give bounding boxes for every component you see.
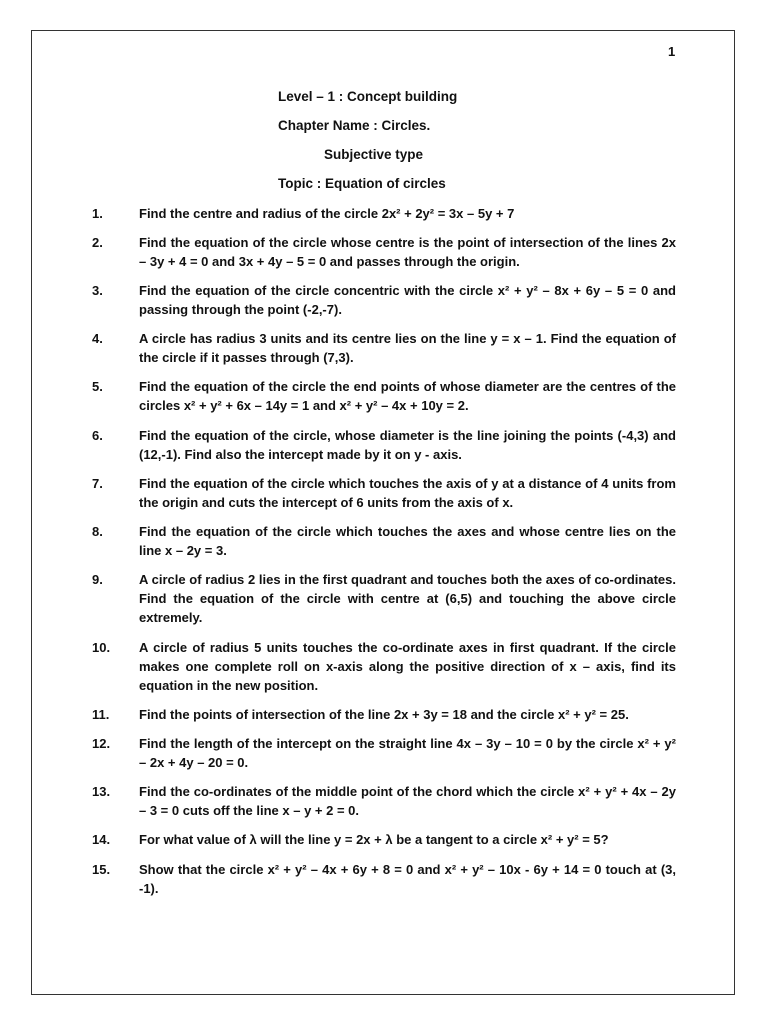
question-number: 15. — [92, 862, 111, 877]
question-text: Show that the circle x² + y² – 4x + 6y + 8 = 0 and x² + y² – 10x - 6y + 14 = 0 touch at (3, -1). — [139, 862, 676, 896]
question-text: Find the equation of the circle which touches the axis of y at a distance of 4 units from the origin and cuts the intercept of 6 units from the axis of x. — [139, 476, 676, 510]
question-text: For what value of λ will the line y = 2x + λ be a tangent to a circle x² + y² = 5? — [139, 832, 609, 847]
topic-heading: Topic : Equation of circles — [278, 176, 446, 191]
question-text: Find the equation of the circle whose centre is the point of intersection of the lines 2x – 3y + 4 = 0 and 3x + 4y – 5 = 0 and passes through the origin. — [139, 235, 676, 269]
question-text: Find the equation of the circle the end points of whose diameter are the centres of the circles x² + y² + 6x – 14y = 1 and x² + y² – 4x + 10y = 2. — [139, 379, 676, 413]
question-number: 5. — [92, 379, 103, 394]
type-heading: Subjective type — [324, 147, 424, 162]
question-number: 12. — [92, 736, 111, 751]
question-number: 10. — [92, 640, 111, 655]
question-number: 13. — [92, 784, 111, 799]
question-text: Find the equation of the circle which touches the axes and whose centre lies on the line x – 2y = 3. — [139, 524, 676, 558]
question-number: 3. — [92, 283, 103, 298]
question-text: Find the length of the intercept on the straight line 4x – 3y – 10 = 0 by the circle x² + y² – 2x + 4y – 20 = 0. — [139, 736, 676, 770]
question-text: Find the points of intersection of the line 2x + 3y = 18 and the circle x² + y² = 25. — [139, 707, 629, 722]
question-text: Find the co-ordinates of the middle point of the chord which the circle x² + y² + 4x – 2y – 3 = 0 cuts off the line x – y + 2 = 0. — [139, 784, 676, 818]
question-number: 4. — [92, 331, 103, 346]
question-number: 11. — [92, 707, 110, 722]
question-number: 2. — [92, 235, 103, 250]
page-number: 1 — [668, 44, 676, 59]
question-text: Find the equation of the circle concentric with the circle x² + y² – 8x + 6y – 5 = 0 and passing through the point (-2,-7). — [139, 283, 676, 317]
question-number: 9. — [92, 572, 103, 587]
page-border — [31, 30, 735, 995]
question-number: 7. — [92, 476, 103, 491]
question-text: Find the equation of the circle, whose diameter is the line joining the points (-4,3) and (12,-1). Find also the intercept made by it on y - axis. — [139, 428, 676, 462]
question-number: 8. — [92, 524, 103, 539]
question-text: A circle of radius 2 lies in the first quadrant and touches both the axes of co-ordinates. Find the equation of the circle with centre at (6,5) and touching the above circle extremely. — [139, 572, 676, 625]
question-text: Find the centre and radius of the circle 2x² + 2y² = 3x – 5y + 7 — [139, 206, 515, 221]
question-text: A circle has radius 3 units and its centre lies on the line y = x – 1. Find the equation of the circle if it passes through (7,3). — [139, 331, 676, 365]
level-heading: Level – 1 : Concept building — [278, 89, 458, 104]
question-number: 1. — [92, 206, 103, 221]
question-text: A circle of radius 5 units touches the co-ordinate axes in first quadrant. If the circle makes one complete roll on x-axis along the positive direction of x – axis, find its equation in the new position. — [139, 640, 676, 693]
question-number: 14. — [92, 832, 111, 847]
chapter-heading: Chapter Name : Circles. — [278, 118, 431, 133]
question-number: 6. — [92, 428, 103, 443]
